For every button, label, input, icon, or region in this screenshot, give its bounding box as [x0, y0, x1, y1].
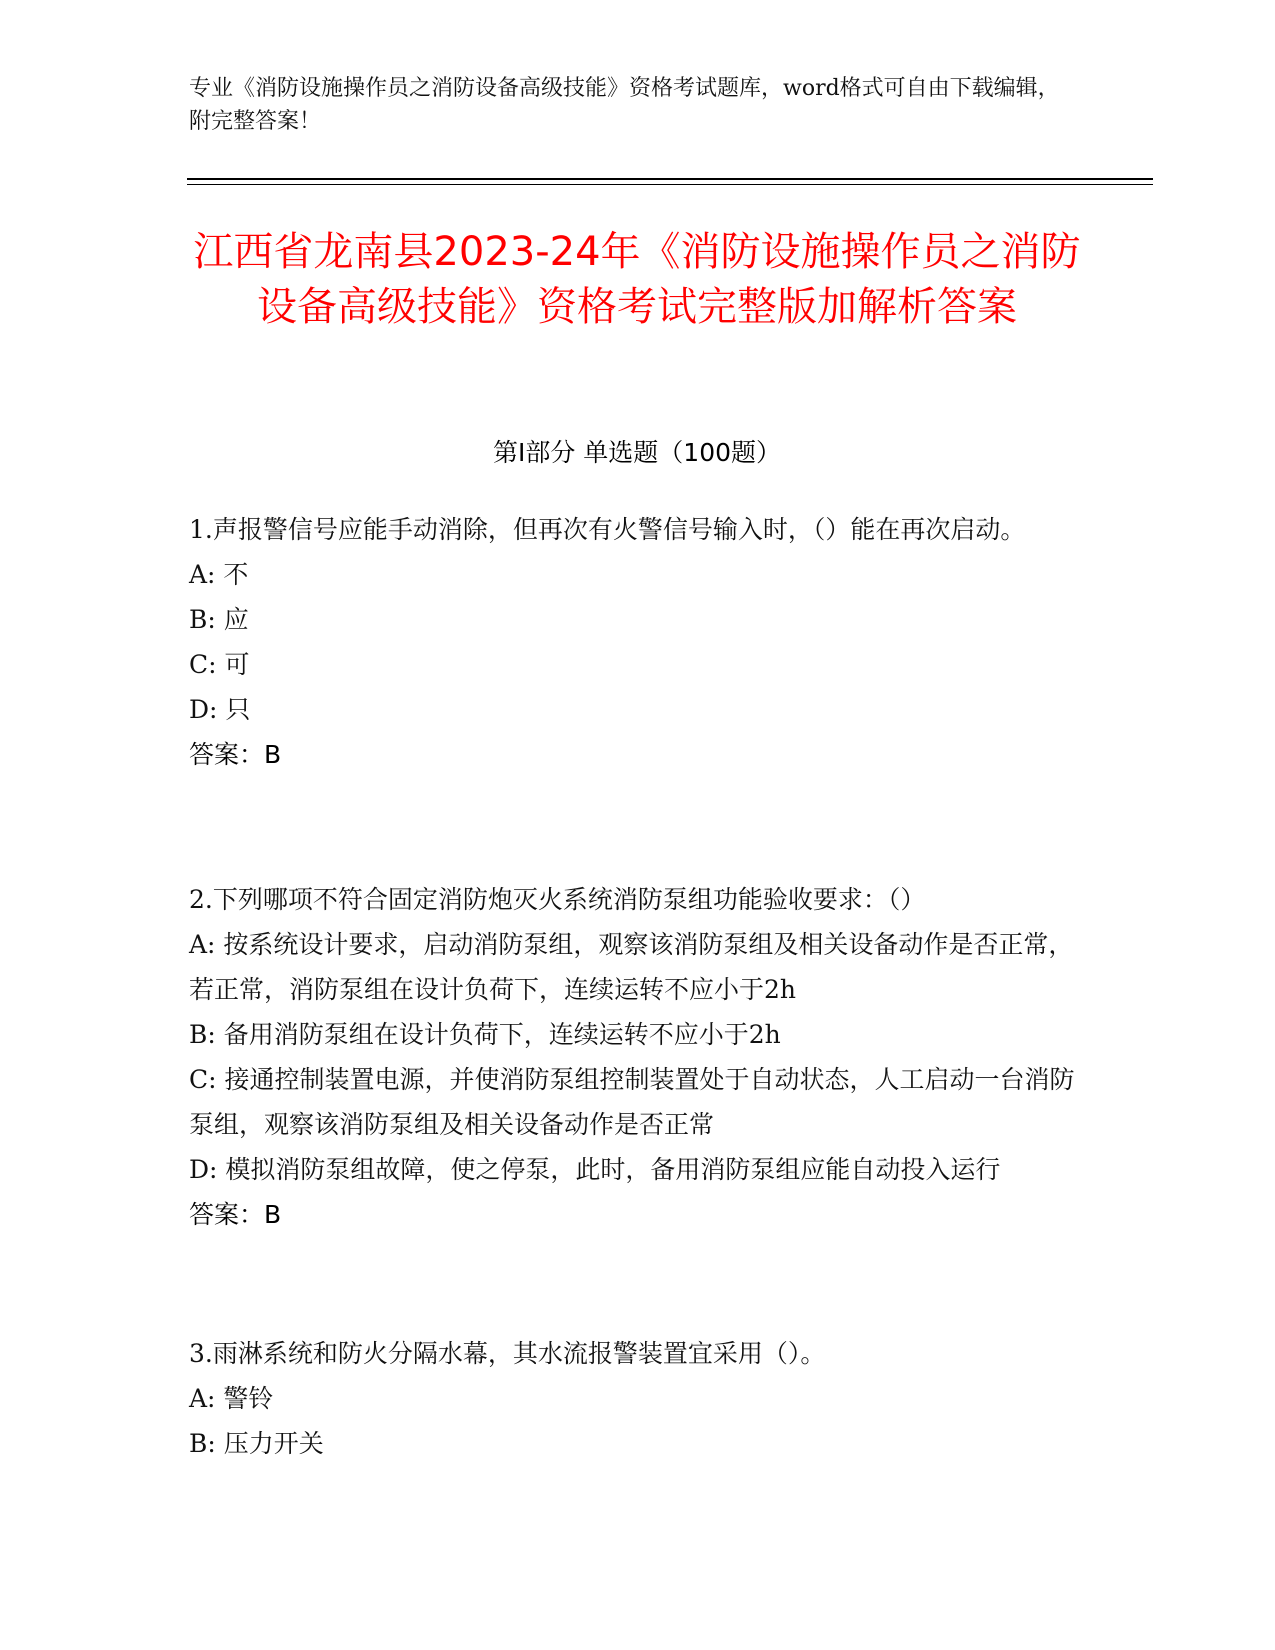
section-heading: 第Ⅰ部分 单选题（100题） — [492, 438, 782, 467]
question-3-option-a: A: 警铃 — [189, 1384, 274, 1413]
question-3 — [189, 1331, 1079, 1466]
header-rule-thin — [187, 184, 1153, 185]
question-2-answer: 答案：B — [189, 1200, 282, 1229]
question-2 — [189, 877, 1079, 1237]
document-title: 江西省龙南县2023-24年《消防设施操作员之消防设备高级技能》资格考试完整版加解析答案 — [193, 229, 1081, 330]
header-rule-thick — [187, 178, 1153, 180]
question-2-text: 2.下列哪项不符合固定消防炮灭火系统消防泵组功能验收要求：（） — [189, 885, 926, 914]
question-2-option-c: C: 接通控制装置电源，并使消防泵组控制装置处于自动状态，人工启动一台消防泵组，观察该消防泵组及相关设备动作是否正常 — [189, 1065, 1075, 1139]
question-1-option-d: D: 只 — [189, 695, 251, 724]
question-1-text: 1.声报警信号应能手动消除，但再次有火警信号输入时，（）能在再次启动。 — [189, 515, 1026, 544]
question-2-option-d: D: 模拟消防泵组故障，使之停泵，此时，备用消防泵组应能自动投入运行 — [189, 1155, 1001, 1184]
question-1-option-b: B: 应 — [189, 605, 249, 634]
question-1-option-a: A: 不 — [189, 560, 249, 589]
question-1-answer: 答案：B — [189, 740, 282, 769]
question-3-text: 3.雨淋系统和防火分隔水幕，其水流报警装置宜采用（）。 — [189, 1339, 826, 1368]
question-2-option-b: B: 备用消防泵组在设计负荷下，连续运转不应小于2h — [189, 1020, 781, 1049]
question-3-option-b: B: 压力开关 — [189, 1429, 324, 1458]
question-1-option-c: C: 可 — [189, 650, 250, 679]
header-note: 专业《消防设施操作员之消防设备高级技能》资格考试题库，word格式可自由下载编辑，附完整答案！ — [189, 76, 1060, 134]
question-2-option-a: A: 按系统设计要求，启动消防泵组，观察该消防泵组及相关设备动作是否正常，若正常，消防泵组在设计负荷下，连续运转不应小于2h — [189, 930, 1074, 1004]
question-1 — [189, 507, 1079, 777]
